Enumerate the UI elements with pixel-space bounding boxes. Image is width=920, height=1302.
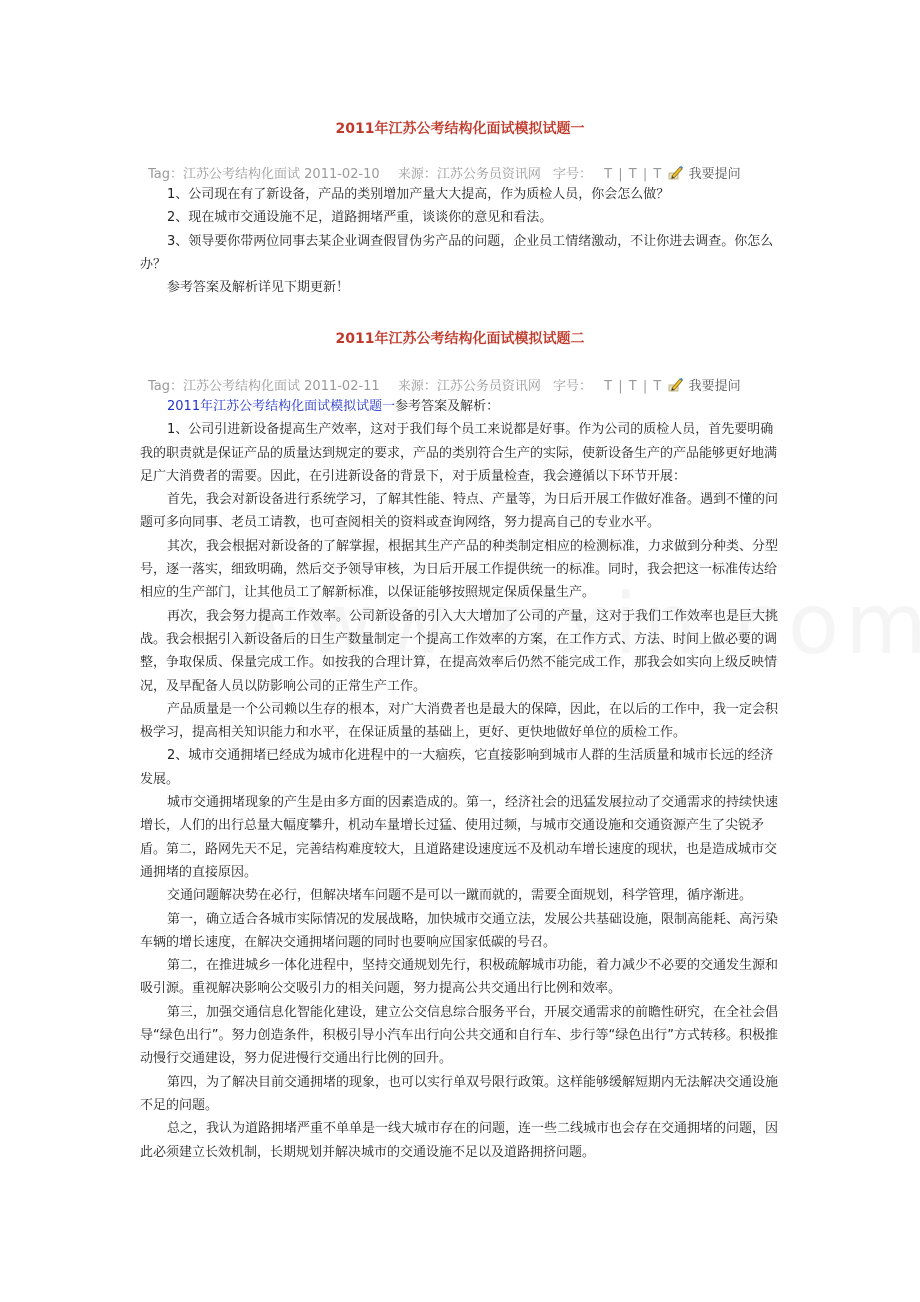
paragraph: 2、城市交通拥堵已经成为城市化进程中的一大痼疾，它直接影响到城市人群的生活质量和城市长远的经济发展。	[140, 748, 774, 787]
meta-font-size-label: 字号：	[553, 379, 593, 394]
section1-body	[140, 183, 782, 299]
meta-source: 来源：江苏公务员资讯网	[397, 167, 541, 182]
paragraph: 第四，为了解决目前交通拥堵的现象，也可以实行单双号限行政策。这样能够缓解短期内无法解决交通设施不足的问题。	[140, 1074, 779, 1113]
font-size-toggles[interactable]: T | T | T	[604, 167, 663, 182]
paragraph: 1、公司现在有了新设备，产品的类别增加产量大大提高，作为质检人员，你会怎么做？	[167, 187, 670, 202]
answer-intro	[140, 395, 782, 418]
paragraph: 第一，确立适合各城市实际情况的发展战略，加快城市交通立法，发展公共基础设施，限制高能耗、高污染车辆的增长速度，在解决交通拥堵问题的同时也要响应国家低碳的号召。	[140, 911, 779, 950]
paragraph: 交通问题解决势在必行，但解决堵车问题不是可以一蹴而就的，需要全面规划，科学管理，循序渐进。	[167, 888, 753, 904]
paragraph: 第三，加强交通信息化智能化建设，建立公交信息综合服务平台，开展交通需求的前瞻性研究，在全社会倡导“绿色出行”。努力创造条件，积极引导小汽车出行向公共交通和自行车、步行等“绿色出行”方式转移。积极推动慢行交通建设，努力促进慢行交通出行比例的回升。	[140, 1004, 779, 1067]
font-size-toggles[interactable]: T | T | T	[604, 379, 663, 394]
paragraph: 产品质量是一个公司赖以生存的根本，对广大消费者也是最大的保障，因此，在以后的工作中，我一定会积极学习，提高相关知识能力和水平，在保证质量的基础上，更好、更快地做好单位的质检工作。	[140, 701, 779, 741]
section1-title: 2011年江苏公考结构化面试模拟试题一	[335, 121, 585, 137]
section1-link[interactable]: 2011年江苏公考结构化面试模拟试题一	[167, 399, 396, 414]
meta-tag[interactable]: Tag：江苏公考结构化面试	[148, 379, 301, 394]
paragraph: 1、公司引进新设备提高生产效率，这对于我们每个员工来说都是好事。作为公司的质检人员，首先要明确我的职责就是保证产品的质量达到规定的要求，产品的类别符合生产的实际，使新设备生产的产品能够更好地满足广大消费者的需要。因此，在引进新设备的背景下，对于质量检查，我会遵循以下环节开展：	[140, 422, 778, 484]
section1-meta	[148, 163, 788, 184]
pencil-icon[interactable]	[668, 164, 684, 184]
answer-intro-text: 参考答案及解析：	[395, 399, 500, 414]
paragraph: 城市交通拥堵现象的产生是由多方面的因素造成的。第一，经济社会的迅猛发展拉动了交通需求的持续快速增长，人们的出行总量大幅度攀升，机动车量增长过猛、使用过频，与城市交通设施和交通资源产生了尖锐矛盾。第二，路网先天不足，完善结构难度较大，且道路建设速度远不及机动车增长速度的现状，也是造成城市交通拥堵的直接原因。	[140, 795, 779, 880]
paragraph: 再次，我会努力提高工作效率。公司新设备的引入大大增加了公司的产量，这对于我们工作效率也是巨大挑战。我会根据引入新设备后的日生产数量制定一个提高工作效率的方案，在工作方式、方法、时间上做必要的调整，争取保质、保量完成工作。如按我的合理计算，在提高效率后仍然不能完成工作，那我会如实向上级反映情况，及早配备人员以防影响公司的正常生产工作。	[140, 608, 779, 694]
paragraph: 首先，我会对新设备进行系统学习，了解其性能、特点、产量等，为日后开展工作做好准备。遇到不懂的问题可多向同事、老员工请教，也可查阅相关的资料或查询网络，努力提高自己的专业水平。	[140, 492, 779, 531]
pencil-icon[interactable]	[668, 376, 684, 396]
meta-source: 来源：江苏公务员资讯网	[397, 379, 541, 394]
paragraph: 其次，我会根据对新设备的了解掌握，根据其生产产品的种类制定相应的检测标准，力求做到分种类、分型号，逐一落实，细致明确，然后交予领导审核，为日后开展工作提供统一的标准。同时，我会把这一标准传达给相应的生产部门，让其他员工了解新标准，以保证能够按照规定保质保量生产。	[140, 538, 779, 601]
meta-date: 2011-02-10	[304, 167, 380, 182]
section2-title: 2011年江苏公考结构化面试模拟试题二	[335, 331, 585, 347]
ask-question-link[interactable]: 我要提问	[688, 379, 741, 394]
section2-meta	[148, 375, 788, 396]
paragraph: 3、领导要你带两位同事去某企业调查假冒伪劣产品的问题，企业员工情绪激动，不让你进去调查。你怎么办？	[140, 233, 774, 272]
section2-body	[140, 395, 782, 1164]
meta-date: 2011-02-11	[304, 379, 380, 394]
paragraph: 第二，在推进城乡一体化进程中，坚持交通规划先行，积极疏解城市功能，着力减少不必要的交通发生源和吸引源。重视解决影响公交吸引力的相关问题，努力提高公共交通出行比例和效率。	[140, 958, 779, 997]
meta-tag[interactable]: Tag：江苏公考结构化面试	[148, 167, 301, 182]
paragraph: 总之，我认为道路拥堵严重不单单是一线大城市存在的问题，连一些二线城市也会存在交通拥堵的问题，因此必须建立长效机制，长期规划并解决城市的交通设施不足以及道路拥挤问题。	[140, 1121, 779, 1160]
meta-font-size-label: 字号：	[553, 167, 593, 182]
ask-question-link[interactable]: 我要提问	[688, 167, 741, 182]
paragraph: 2、现在城市交通设施不足，道路拥堵严重，谈谈你的意见和看法。	[167, 210, 553, 226]
paragraph: 参考答案及解析详见下期更新！	[167, 280, 350, 296]
